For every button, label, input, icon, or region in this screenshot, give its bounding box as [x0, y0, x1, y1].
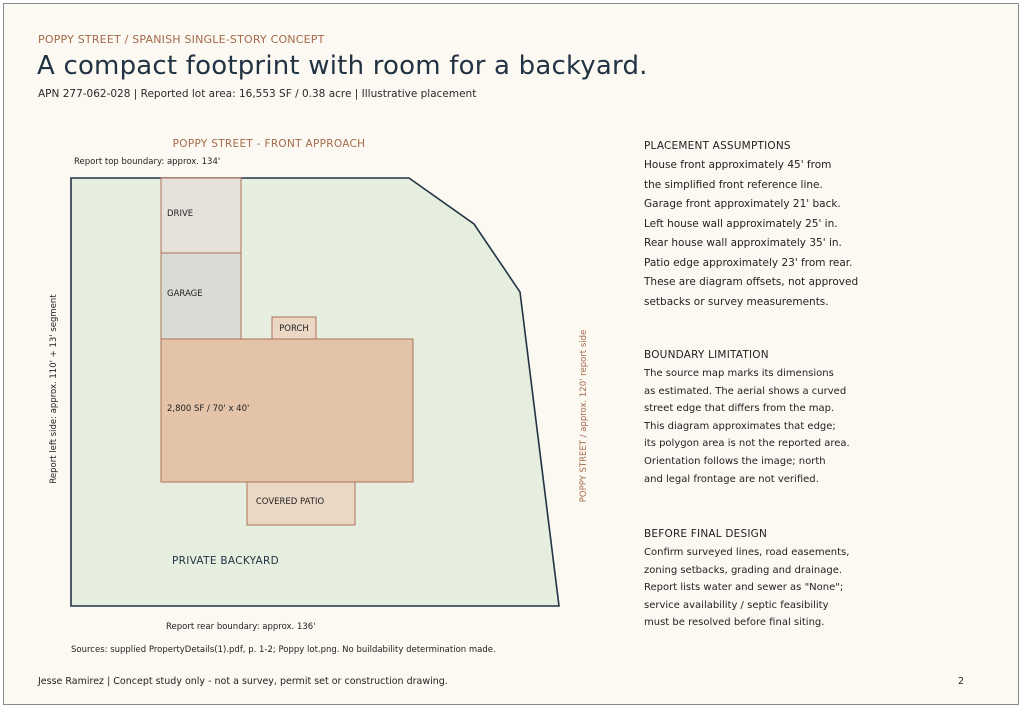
top-boundary-label: Report top boundary: approx. 134': [74, 157, 221, 167]
section-line: Patio edge approximately 23' from rear.: [644, 256, 853, 269]
section-line: and legal frontage are not verified.: [644, 473, 819, 485]
before-final-design-section: [644, 528, 894, 632]
section-line: service availability / septic feasibility: [644, 599, 829, 611]
page-number: 2: [958, 676, 965, 687]
section-line: the simplified front reference line.: [644, 178, 823, 191]
section-line: Garage front approximately 21' back.: [644, 198, 841, 210]
section-line: its polygon area is not the reported area.: [644, 438, 850, 450]
section-line: Confirm surveyed lines, road easements,: [644, 547, 850, 558]
backyard-label: PRIVATE BACKYARD: [172, 555, 279, 567]
section-line: zoning setbacks, grading and drainage.: [644, 564, 843, 576]
house-label: 2,800 SF / 70' x 40': [167, 404, 250, 414]
sources-note: Sources: supplied PropertyDetails(1).pdf, p. 1-2; Poppy lot.png. No buildability determination made.: [71, 645, 496, 655]
eyebrow-breadcrumb: POPPY STREET / SPANISH SINGLE-STORY CONCEPT: [38, 33, 325, 46]
page-title: A compact footprint with room for a backyard.: [37, 51, 648, 81]
boundary-limitation-section: [644, 349, 894, 488]
section-line: The source map marks its dimensions: [644, 368, 834, 379]
section-line: This diagram approximates that edge;: [644, 420, 836, 432]
section-heading: PLACEMENT ASSUMPTIONS: [644, 140, 791, 152]
footer-note: Jesse Ramirez | Concept study only - not a survey, permit set or construction drawing.: [38, 676, 448, 687]
rear-boundary-label: Report rear boundary: approx. 136': [166, 622, 316, 632]
section-line: setbacks or survey measurements.: [644, 295, 829, 308]
front-approach-label: POPPY STREET - FRONT APPROACH: [172, 138, 366, 150]
page-sheet: [3, 3, 1019, 705]
section-line: street edge that differs from the map.: [644, 403, 835, 415]
section-heading: BOUNDARY LIMITATION: [644, 349, 769, 361]
garage-label: GARAGE: [167, 289, 203, 299]
porch-label: PORCH: [279, 324, 309, 334]
patio-label: COVERED PATIO: [255, 497, 325, 507]
section-heading: BEFORE FINAL DESIGN: [644, 528, 768, 540]
section-line: must be resolved before final siting.: [644, 617, 825, 629]
section-line: Left house wall approximately 25' in.: [644, 217, 838, 230]
section-line: Report lists water and sewer as "None";: [644, 582, 844, 594]
section-line: as estimated. The aerial shows a curved: [644, 385, 847, 397]
right-side-label: POPPY STREET / approx. 120' report side: [579, 329, 589, 503]
site-plan-diagram: [4, 4, 624, 706]
section-line: These are diagram offsets, not approved: [644, 276, 859, 288]
drive-label: DRIVE: [167, 209, 194, 219]
section-line: House front approximately 45' from: [644, 159, 832, 171]
parcel-meta: APN 277-062-028 | Reported lot area: 16,553 SF / 0.38 acre | Illustrative placement: [38, 88, 477, 100]
section-line: Rear house wall approximately 35' in.: [644, 237, 842, 249]
left-side-label: Report left side: approx. 110' + 13' segment: [49, 294, 59, 484]
section-line: Orientation follows the image; north: [644, 455, 826, 467]
placement-assumptions-section: [644, 140, 894, 312]
